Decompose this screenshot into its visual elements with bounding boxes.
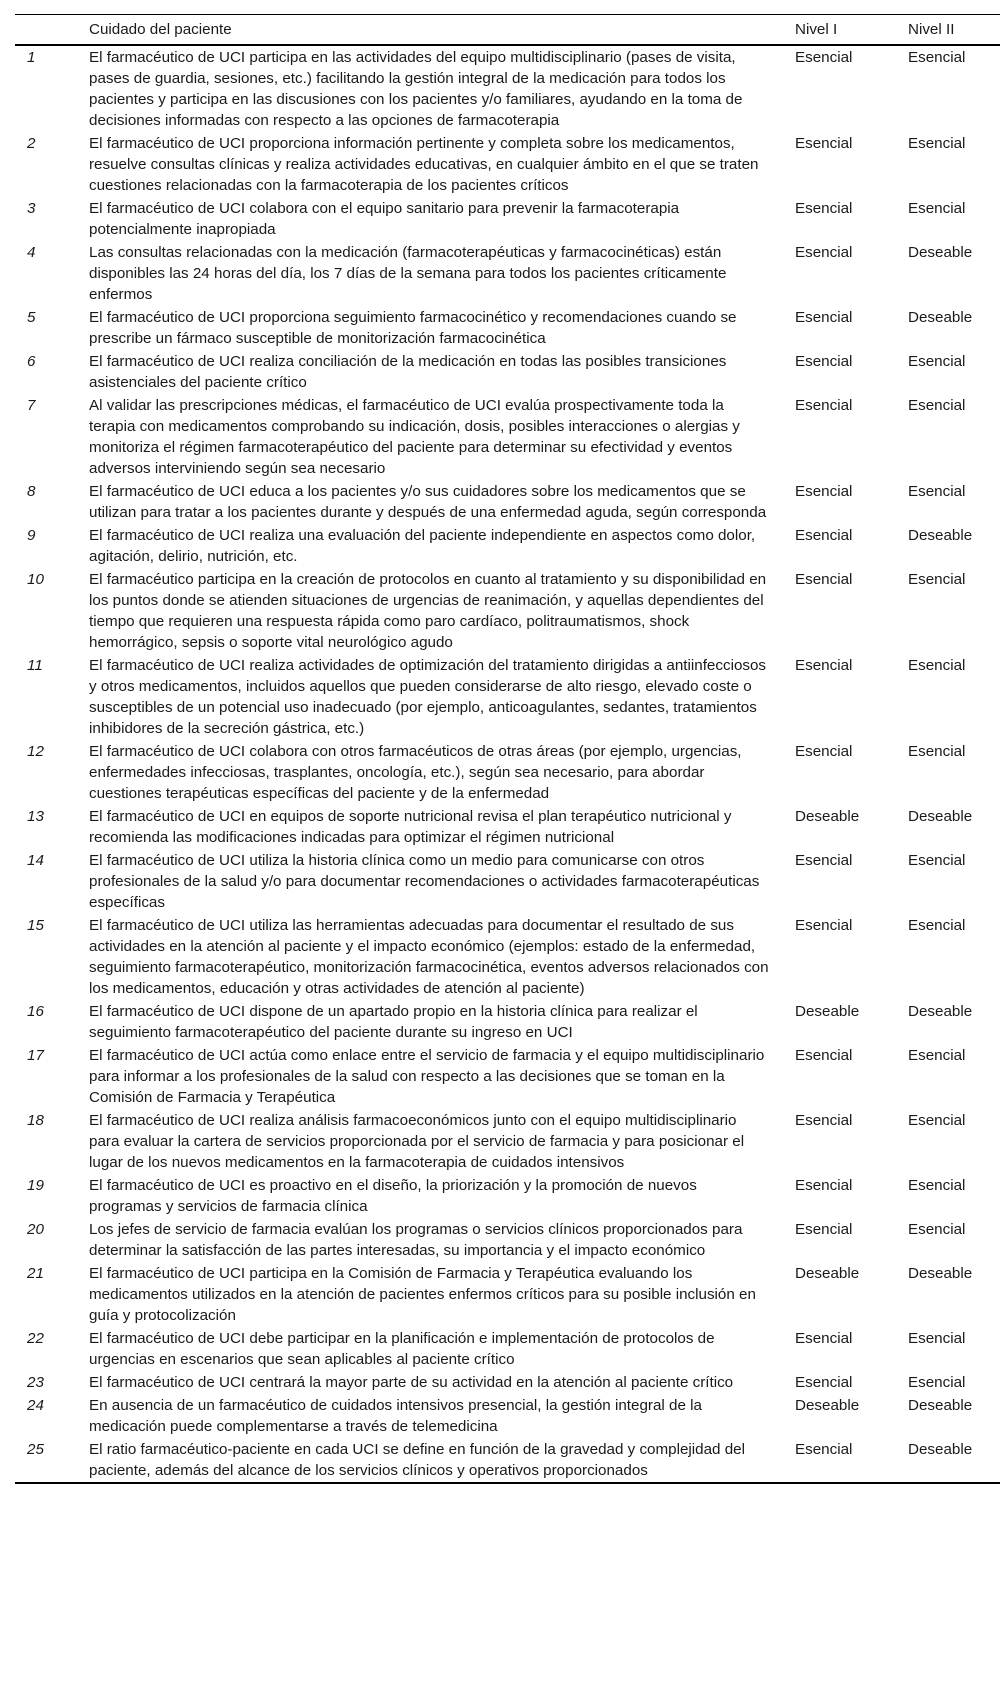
table-row [15,740,1000,805]
row-number: 10 [27,571,44,588]
row-level-1: Deseable [795,1397,860,1414]
row-number: 9 [27,527,36,544]
row-level-1: Esencial [795,483,853,500]
table-row [15,849,1000,914]
table-row [15,350,1000,394]
row-level-1: Esencial [795,200,853,217]
row-level-1: Esencial [795,917,853,934]
table-row [15,1438,1000,1483]
header-row [15,15,1000,46]
row-level-2: Deseable [908,244,973,261]
row-care-description: El ratio farmacéutico-paciente en cada UCI se define en función de la gravedad y complejidad del paciente, además del alcance de los servicios clínicos y operativos proporcionados [89,1441,745,1479]
table-row [15,524,1000,568]
row-level-1: Esencial [795,1374,853,1391]
row-level-2: Esencial [908,200,966,217]
row-care-description: Las consultas relacionadas con la medicación (farmacoterapéuticas y farmacocinéticas) están disponibles las 24 horas del día, los 7 días de la semana para todos los pacientes críticamente enfermos [89,244,727,303]
row-level-1: Esencial [795,1441,853,1458]
table-row [15,1371,1000,1394]
table-row [15,1044,1000,1109]
row-level-1: Deseable [795,1265,860,1282]
row-level-2: Esencial [908,1112,966,1129]
row-level-1: Esencial [795,135,853,152]
table-body [15,45,1000,1483]
row-care-description: El farmacéutico de UCI utiliza las herramientas adecuadas para documentar el resultado de sus actividades en la atención al paciente y el impacto económico (ejemplos: estado de la enfermedad, seguimiento farmacoterapéutico, monitorización farmacocinética, eventos adversos relacionados con los medicamentos, educación y otras actividades de atención al paciente) [89,917,769,997]
table-header [15,15,1000,46]
row-number: 4 [27,244,36,261]
row-care-description: El farmacéutico de UCI realiza conciliación de la medicación en todas las posibles transiciones asistenciales del paciente crítico [89,353,727,391]
row-care-description: El farmacéutico de UCI colabora con otros farmacéuticos de otras áreas (por ejemplo, urgencias, enfermedades infecciosas, trasplantes, oncología, etc.), según sea necesario, para abordar cuestiones terapéuticas específicas del paciente y de la enfermedad [89,743,742,802]
row-level-2: Deseable [908,309,973,326]
table-row [15,132,1000,197]
care-standards-table-container [15,14,985,1484]
row-level-2: Esencial [908,49,966,66]
row-level-1: Esencial [795,1177,853,1194]
row-level-2: Esencial [908,743,966,760]
row-care-description: El farmacéutico de UCI actúa como enlace entre el servicio de farmacia y el equipo multidisciplinario para informar a los profesionales de la salud con respecto a las decisiones que se toman en la Comisión de Farmacia y Terapéutica [89,1047,765,1106]
row-level-2: Deseable [908,808,973,825]
row-level-1: Esencial [795,49,853,66]
row-level-1: Esencial [795,1330,853,1347]
row-number: 14 [27,852,44,869]
row-number: 19 [27,1177,44,1194]
table-row [15,805,1000,849]
row-number: 12 [27,743,44,760]
row-level-1: Esencial [795,1221,853,1238]
row-level-2: Esencial [908,917,966,934]
row-care-description: El farmacéutico de UCI participa en las actividades del equipo multidisciplinario (pases de visita, pases de guardia, sesiones, etc.) facilitando la gestión integral de la medicación para todos los pacientes y participa en las discusiones con los pacientes y/o familiares, ayudando en la toma de decisiones informadas con respecto a las opciones de farmacoterapia [89,49,743,129]
header-number [15,15,89,46]
row-care-description: El farmacéutico de UCI realiza actividades de optimización del tratamiento dirigidas a antiinfecciosos y otros medicamentos, incluidos aquellos que pueden considerarse de alto riesgo, elevado coste o susceptibles de un potencial uso inadecuado (por ejemplo, anticoagulantes, sedantes, tratamientos inhibidores de la secreción gástrica, etc.) [89,657,767,737]
header-patient-care: Cuidado del paciente [89,21,232,38]
row-number: 2 [27,135,36,152]
row-level-1: Esencial [795,1112,853,1129]
row-level-1: Esencial [795,244,853,261]
table-row [15,654,1000,740]
row-number: 6 [27,353,36,370]
row-number: 5 [27,309,36,326]
table-row [15,241,1000,306]
table-row [15,1109,1000,1174]
row-level-2: Deseable [908,1397,973,1414]
row-care-description: El farmacéutico de UCI centrará la mayor parte de su actividad en la atención al paciente crítico [89,1374,734,1391]
row-level-1: Esencial [795,743,853,760]
row-care-description: El farmacéutico de UCI dispone de un apartado propio en la historia clínica para realizar el seguimiento farmacoterapéutico del paciente durante su ingreso en UCI [89,1003,698,1041]
table-row [15,1218,1000,1262]
row-number: 8 [27,483,36,500]
row-care-description: Al validar las prescripciones médicas, el farmacéutico de UCI evalúa prospectivamente toda la terapia con medicamentos comprobando su indicación, dosis, posibles interacciones o alergias y monitoriza el régimen farmacoterapéutico del paciente para determinar su efectividad y eventos adversos interviniendo según sea necesario [89,397,740,477]
row-number: 17 [27,1047,44,1064]
row-number: 20 [27,1221,44,1238]
row-level-2: Deseable [908,1441,973,1458]
row-level-2: Esencial [908,135,966,152]
row-number: 25 [27,1441,44,1458]
row-level-1: Esencial [795,309,853,326]
table-row [15,480,1000,524]
row-care-description: El farmacéutico de UCI utiliza la historia clínica como un medio para comunicarse con otros profesionales de la salud y/o para documentar recomendaciones o actividades farmacoterapéuticas específicas [89,852,760,911]
row-level-1: Esencial [795,1047,853,1064]
row-level-2: Esencial [908,397,966,414]
row-level-1: Esencial [795,353,853,370]
row-care-description: El farmacéutico de UCI colabora con el equipo sanitario para prevenir la farmacoterapia potencialmente inapropiada [89,200,680,238]
header-level-1: Nivel I [795,21,838,38]
row-number: 24 [27,1397,44,1414]
row-number: 16 [27,1003,44,1020]
row-care-description: El farmacéutico de UCI educa a los pacientes y/o sus cuidadores sobre los medicamentos que se utilizan para tratar a los pacientes durante y después de una enfermedad aguda, según corresponda [89,483,767,521]
row-care-description: El farmacéutico de UCI en equipos de soporte nutricional revisa el plan terapéutico nutricional y recomienda las modificaciones indicadas para optimizar el régimen nutricional [89,808,732,846]
table-row [15,1000,1000,1044]
row-level-2: Esencial [908,852,966,869]
row-level-2: Deseable [908,527,973,544]
care-standards-table [15,14,1000,1484]
row-number: 7 [27,397,36,414]
table-row [15,914,1000,1000]
row-number: 11 [27,657,43,674]
row-level-2: Esencial [908,1330,966,1347]
row-level-1: Esencial [795,852,853,869]
table-row [15,45,1000,132]
row-level-2: Esencial [908,1177,966,1194]
row-level-1: Esencial [795,657,853,674]
row-care-description: El farmacéutico de UCI realiza una evaluación del paciente independiente en aspectos como dolor, agitación, delirio, nutrición, etc. [89,527,756,565]
row-number: 23 [27,1374,44,1391]
table-row [15,1327,1000,1371]
row-level-2: Esencial [908,1047,966,1064]
row-number: 21 [27,1265,44,1282]
table-row [15,394,1000,480]
row-level-2: Esencial [908,1374,966,1391]
row-level-2: Esencial [908,483,966,500]
row-care-description: Los jefes de servicio de farmacia evalúan los programas o servicios clínicos proporcionados para determinar la satisfacción de las partes interesadas, su importancia y el impacto económico [89,1221,743,1259]
table-row [15,306,1000,350]
row-number: 15 [27,917,44,934]
row-care-description: El farmacéutico de UCI proporciona información pertinente y completa sobre los medicamentos, resuelve consultas clínicas y realiza actividades educativas, en cualquier ámbito en el que se traten cuestiones relacionadas con la farmacoterapia de los pacientes críticos [89,135,759,194]
row-number: 13 [27,808,44,825]
row-level-1: Esencial [795,527,853,544]
row-care-description: El farmacéutico participa en la creación de protocolos en cuanto al tratamiento y su disponibilidad en los puntos donde se atienden situaciones de urgencias de reanimación, y aquellas dependientes del tiempo que requieren una respuesta rápida como paro cardíaco, politraumatismos, shock hemorrágico, sepsis o soporte vital neurológico agudo [89,571,767,651]
table-row [15,568,1000,654]
row-level-2: Deseable [908,1265,973,1282]
row-level-2: Esencial [908,657,966,674]
row-level-2: Esencial [908,1221,966,1238]
table-row [15,197,1000,241]
row-level-1: Deseable [795,808,860,825]
row-level-1: Deseable [795,1003,860,1020]
row-number: 3 [27,200,36,217]
table-row [15,1394,1000,1438]
row-care-description: El farmacéutico de UCI proporciona seguimiento farmacocinético y recomendaciones cuando se prescribe un fármaco susceptible de monitorización farmacocinética [89,309,737,347]
row-care-description: El farmacéutico de UCI debe participar en la planificación e implementación de protocolos de urgencias en escenarios que sean aplicables al paciente crítico [89,1330,715,1368]
row-level-1: Esencial [795,397,853,414]
row-number: 22 [27,1330,44,1347]
row-care-description: El farmacéutico de UCI realiza análisis farmacoeconómicos junto con el equipo multidisciplinario para evaluar la cartera de servicios proporcionada por el servicio de farmacia y para posicionar el lugar de los nuevos medicamentos en la farmacoterapia de cuidados intensivos [89,1112,745,1171]
row-care-description: El farmacéutico de UCI participa en la Comisión de Farmacia y Terapéutica evaluando los medicamentos utilizados en la atención de pacientes enfermos críticos para su posible inclusión en guía y protocolización [89,1265,756,1324]
row-number: 1 [27,49,36,66]
table-row [15,1262,1000,1327]
row-care-description: En ausencia de un farmacéutico de cuidados intensivos presencial, la gestión integral de la medicación puede complementarse a través de telemedicina [89,1397,702,1435]
row-level-2: Esencial [908,353,966,370]
row-level-2: Deseable [908,1003,973,1020]
row-number: 18 [27,1112,44,1129]
table-row [15,1174,1000,1218]
row-care-description: El farmacéutico de UCI es proactivo en el diseño, la priorización y la promoción de nuevos programas y servicios de farmacia clínica [89,1177,697,1215]
row-level-2: Esencial [908,571,966,588]
header-level-2: Nivel II [908,21,955,38]
row-level-1: Esencial [795,571,853,588]
